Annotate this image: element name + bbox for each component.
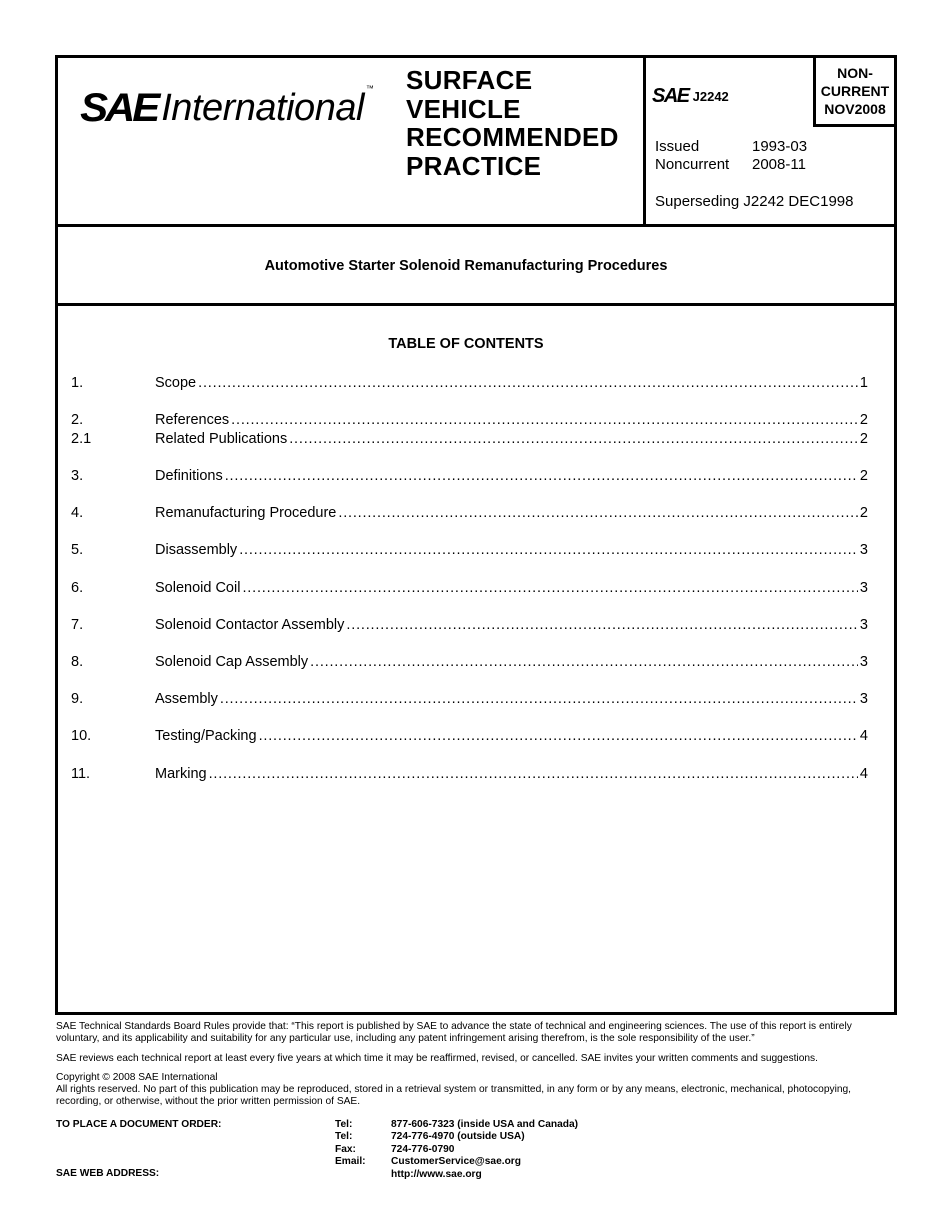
order-label: TO PLACE A DOCUMENT ORDER:: [56, 1119, 222, 1130]
header-rule: [58, 224, 894, 227]
toc-entry[interactable]: [71, 727, 868, 745]
header-divider: [643, 58, 646, 224]
document-number: J2242: [692, 89, 729, 104]
contact-label: Fax:: [335, 1143, 356, 1155]
toc-entry[interactable]: [71, 504, 868, 522]
toc-entry-number: 10.: [71, 728, 92, 744]
review-text: SAE reviews each technical report at least every five years at which time it may be reaffirmed, revised, or cancelled. SAE invites your written comments and suggestions.: [56, 1053, 818, 1064]
logo-sae-text: SAE: [80, 86, 158, 130]
toc-entry-page: 2: [859, 468, 868, 484]
trademark-symbol: ™: [365, 84, 374, 93]
toc-entry[interactable]: [71, 374, 868, 392]
toc-entry[interactable]: [71, 690, 868, 708]
toc-entry-page: 3: [859, 542, 868, 558]
toc-entry-page: 2: [859, 412, 868, 428]
contact-label: [335, 1169, 391, 1181]
toc-entry-page: 4: [859, 766, 868, 782]
toc-leader-dots: [310, 653, 858, 671]
copyright-text: Copyright © 2008 SAE International: [56, 1072, 218, 1083]
doc-type-line: RECOMMENDED: [406, 122, 619, 152]
toc-entry-page: 1: [859, 375, 868, 391]
toc-entry-label: Solenoid Coil: [155, 580, 241, 596]
toc-entry[interactable]: [71, 430, 868, 448]
document-type: [406, 66, 619, 180]
contact-list: [335, 1119, 578, 1181]
toc-entry-number: 4.: [71, 505, 84, 521]
toc-entry[interactable]: [71, 579, 868, 597]
toc-entry-label: Solenoid Contactor Assembly: [155, 617, 345, 633]
toc-entry-label: Disassembly: [155, 542, 238, 558]
toc-leader-dots: [231, 411, 858, 429]
toc-entry-label: Marking: [155, 766, 207, 782]
issued-value: 1993-03: [752, 138, 808, 155]
toc-entry-number: 6.: [71, 580, 84, 596]
toc-entry-page: 2: [859, 505, 868, 521]
toc-entry-label: Assembly: [155, 691, 218, 707]
sae-international-logo: [82, 82, 374, 128]
superseding-note: Superseding J2242 DEC1998: [655, 193, 854, 210]
toc-entry-page: 3: [859, 691, 868, 707]
contact-value[interactable]: 724-776-0790: [391, 1143, 455, 1155]
status-line: NOV2008: [824, 101, 886, 117]
toc-entry-number: 2.1: [71, 431, 92, 447]
noncurrent-value: 2008-11: [752, 156, 806, 173]
toc-entry-label: References: [155, 412, 230, 428]
contact-row: [335, 1119, 578, 1131]
document-title: Automotive Starter Solenoid Remanufacturing Procedures: [264, 258, 668, 274]
contact-label: Email:: [335, 1156, 366, 1168]
sae-small-logo: [652, 86, 729, 106]
toc-entry-page: 4: [859, 728, 868, 744]
toc-leader-dots: [242, 579, 857, 597]
toc-entry-number: 1.: [71, 375, 84, 391]
toc-entry[interactable]: [71, 411, 868, 429]
toc-entry-label: Solenoid Cap Assembly: [155, 654, 309, 670]
web-label: SAE WEB ADDRESS:: [56, 1168, 160, 1179]
toc-leader-dots: [220, 690, 858, 708]
toc-entry-page: 3: [859, 617, 868, 633]
noncurrent-label: Noncurrent: [655, 156, 730, 173]
status-badge: [813, 58, 894, 127]
toc-heading: TABLE OF CONTENTS: [388, 336, 544, 352]
toc-entry-page: 3: [859, 580, 868, 596]
title-rule: [58, 303, 894, 306]
toc-entry-number: 9.: [71, 691, 84, 707]
toc-leader-dots: [289, 430, 858, 448]
toc-entry-number: 8.: [71, 654, 84, 670]
status-line: NON-: [837, 65, 873, 81]
toc-leader-dots: [225, 467, 858, 485]
toc-entry-number: 11.: [71, 766, 91, 782]
toc-leader-dots: [198, 374, 858, 392]
header: [58, 58, 894, 224]
toc-entry-number: 5.: [71, 542, 84, 558]
contact-row: [335, 1156, 578, 1168]
contact-row: [335, 1169, 578, 1181]
rights-text: All rights reserved. No part of this publication may be reproduced, stored in a retrieval system or transmitted, in any form or by any means, electronic, mechanical, photocopying, recording, or otherwise, without the prior written permission of SAE.: [56, 1084, 851, 1108]
contact-value[interactable]: 877-606-7323 (inside USA and Canada): [391, 1119, 579, 1130]
toc-entry-page: 2: [859, 431, 868, 447]
toc-entry[interactable]: [71, 653, 868, 671]
document-frame: [55, 55, 897, 1015]
toc-entry-page: 3: [859, 654, 868, 670]
toc-leader-dots: [209, 765, 858, 783]
logo-international-text: International: [161, 87, 364, 129]
toc-entry-label: Testing/Packing: [155, 728, 257, 744]
contact-value[interactable]: CustomerService@sae.org: [391, 1156, 521, 1168]
doc-type-line: PRACTICE: [406, 150, 542, 181]
issue-dates: [655, 138, 807, 174]
status-line: CURRENT: [820, 83, 890, 99]
toc-entry-number: 3.: [71, 468, 84, 484]
contact-row: [335, 1131, 578, 1143]
contact-label: Tel:: [335, 1119, 353, 1130]
issued-label: Issued: [655, 138, 700, 155]
toc-entry-label: Definitions: [155, 468, 223, 484]
contact-row: [335, 1144, 578, 1156]
toc-leader-dots: [239, 541, 858, 559]
toc-leader-dots: [259, 727, 858, 745]
toc-entry[interactable]: [71, 616, 868, 634]
contact-value[interactable]: http://www.sae.org: [391, 1168, 482, 1180]
toc-entry-number: 7.: [71, 617, 84, 633]
toc-entry[interactable]: [71, 541, 868, 559]
toc-leader-dots: [346, 616, 858, 634]
toc-entry-label: Remanufacturing Procedure: [155, 505, 337, 521]
contact-value[interactable]: 724-776-4970 (outside USA): [391, 1131, 525, 1143]
toc-entry[interactable]: [71, 765, 868, 783]
toc-entry[interactable]: [71, 467, 868, 485]
toc-entry-label: Related Publications: [155, 431, 288, 447]
small-logo-sae: SAE: [652, 85, 689, 107]
doc-type-line: SURFACE: [406, 65, 533, 95]
toc-leader-dots: [338, 504, 858, 522]
contact-label: Tel:: [335, 1131, 353, 1143]
toc-entry-number: 2.: [71, 412, 84, 428]
doc-type-line: VEHICLE: [406, 93, 521, 124]
toc-entry-label: Scope: [155, 375, 197, 391]
standards-rules-text: SAE Technical Standards Board Rules provide that: “This report is published by SAE to advance the state of technical and engineering sciences. The use of this report is entirely voluntary, and its applicability and suitability for any particular use, including any patent infringement arising therefrom, is the sole responsibility of the user.”: [56, 1021, 852, 1045]
